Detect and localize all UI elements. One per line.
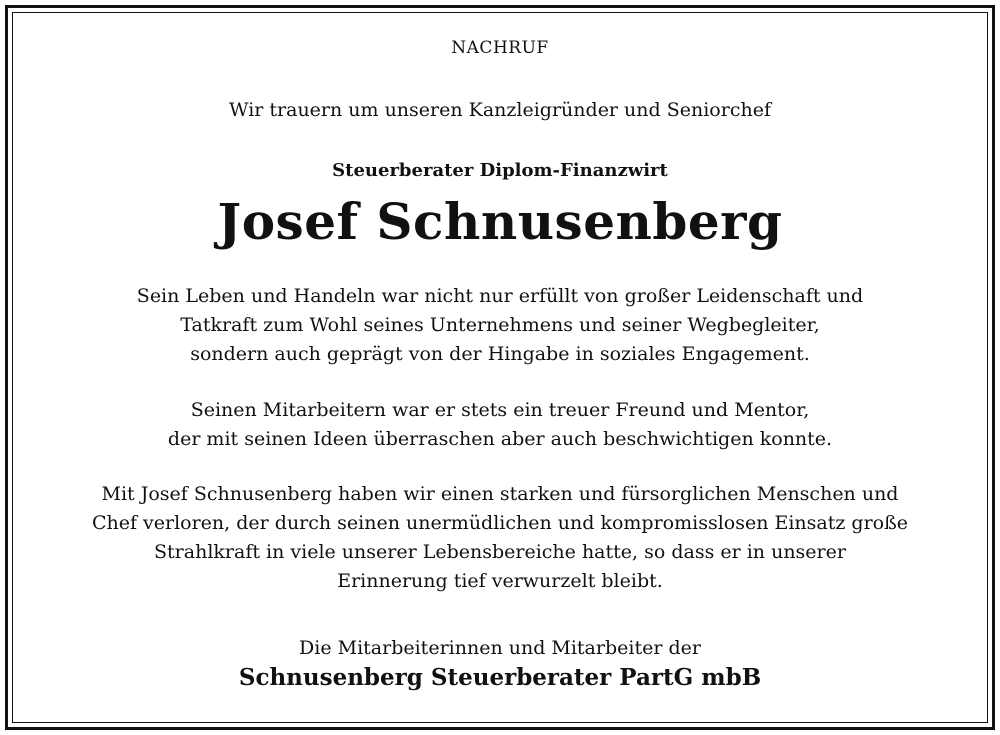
paragraph-2-line-2: der mit seinen Ideen überraschen aber auch beschwichtigen konnte.: [167, 428, 833, 450]
deceased-name: Josef Schnusenberg: [217, 192, 783, 251]
signature-line: Die Mitarbeiterinnen und Mitarbeiter der: [299, 637, 701, 659]
paragraph-3-line-2: Chef verloren, der durch seinen unermüdlichen und kompromisslosen Einsatz große: [91, 512, 909, 534]
paragraph-3-line-3: Strahlkraft in viele unserer Lebensbereiche hatte, so dass er in unserer: [154, 541, 846, 563]
intro-text: Wir trauern um unseren Kanzleigründer und Seniorchef: [229, 99, 771, 121]
paragraph-1-line-3: sondern auch geprägt von der Hingabe in soziales Engagement.: [190, 343, 810, 365]
paragraph-3-line-4: Erinnerung tief verwurzelt bleibt.: [337, 570, 663, 592]
notice-heading: NACHRUF: [451, 38, 549, 58]
professional-title: Steuerberater Diplom-Finanzwirt: [332, 160, 668, 181]
paragraph-1-line-2: Tatkraft zum Wohl seines Unternehmens und seiner Wegbegleiter,: [180, 314, 820, 336]
paragraph-2-line-1: Seinen Mitarbeitern war er stets ein treuer Freund und Mentor,: [190, 399, 810, 421]
paragraph-1-line-1: Sein Leben und Handeln war nicht nur erfüllt von großer Leidenschaft und: [136, 285, 864, 307]
paragraph-3-line-1: Mit Josef Schnusenberg haben wir einen starken und fürsorglichen Menschen und: [101, 483, 899, 505]
company-name: Schnusenberg Steuerberater PartG mbB: [238, 664, 762, 691]
